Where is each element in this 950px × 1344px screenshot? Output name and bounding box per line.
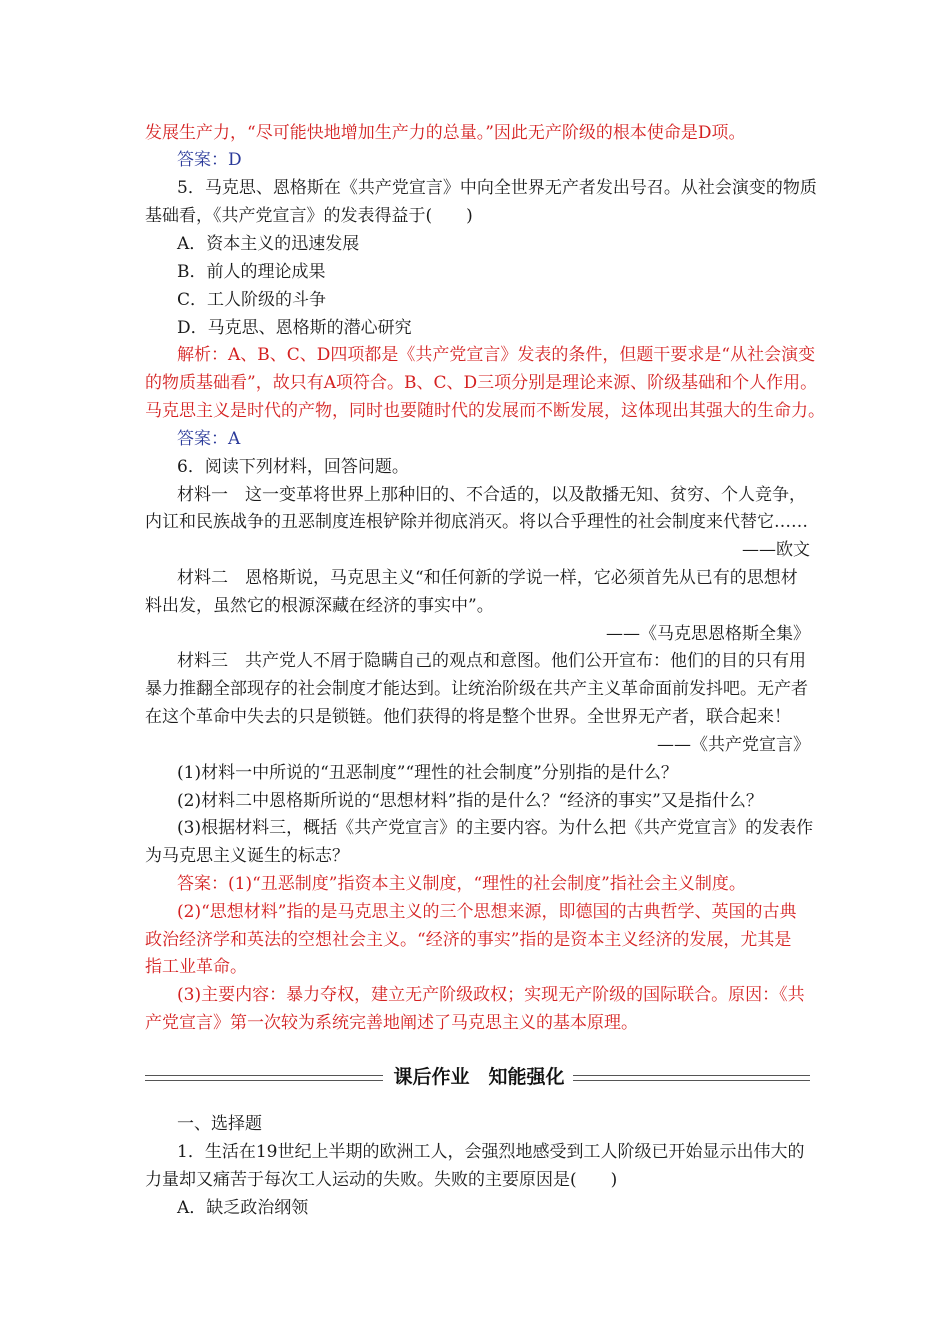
material-1-source: ——欧文 [742, 540, 810, 560]
question-1: 力量却又痛苦于每次工人运动的失败。失败的主要原因是( ) [145, 1170, 618, 1190]
material-3-source: ——《共产党宣言》 [657, 735, 810, 755]
material-3: 在这个革命中失去的只是锁链。他们获得的将是整个世界。全世界无产者，联合起来！ [145, 707, 791, 727]
option-d: D．马克思、恩格斯的潜心研究 [177, 318, 412, 338]
divider-rule-left [145, 1075, 383, 1081]
option-a: A．资本主义的迅速发展 [177, 234, 360, 254]
answer-3: 产党宣言》第一次较为系统完善地阐述了马克思主义的基本原理。 [145, 1013, 638, 1033]
option-c: C．工人阶级的斗争 [177, 290, 327, 310]
sub-question-2: (2)材料二中恩格斯所说的“思想材料”指的是什么？“经济的事实”又是指什么？ [177, 791, 763, 811]
question-1: 1．生活在19世纪上半期的欧洲工人，会强烈地感受到工人阶级已开始显示出伟大的 [177, 1142, 805, 1162]
option-b: B．前人的理论成果 [177, 262, 326, 282]
section-heading: 一、选择题 [177, 1114, 262, 1134]
material-2: 料出发，虽然它的根源深藏在经济的事实中”。 [145, 596, 494, 616]
sub-question-3: 为马克思主义诞生的标志？ [145, 846, 349, 866]
material-3: 材料三 共产党人不屑于隐瞒自己的观点和意图。他们公开宣布：他们的目的只有用 [177, 651, 806, 671]
answer-line: 答案：D [177, 150, 242, 170]
sub-question-3: (3)根据材料三，概括《共产党宣言》的主要内容。为什么把《共产党宣言》的发表作 [177, 818, 814, 838]
question-6: 6．阅读下列材料，回答问题。 [177, 457, 409, 477]
analysis-line: 马克思主义是时代的产物，同时也要随时代的发展而不断发展，这体现出其强大的生命力。 [145, 401, 825, 421]
material-2-source: ——《马克思恩格斯全集》 [606, 624, 810, 644]
material-3: 暴力推翻全部现存的社会制度才能达到。让统治阶级在共产主义革命面前发抖吧。无产者 [145, 679, 808, 699]
text-line: 发展生产力，“尽可能快地增加生产力的总量。”因此无产阶级的根本使命是D项。 [145, 123, 746, 143]
answer-1: 答案：(1)“丑恶制度”指资本主义制度，“理性的社会制度”指社会主义制度。 [177, 874, 746, 894]
answer-2: (2)“思想材料”指的是马克思主义的三个思想来源，即德国的古典哲学、英国的古典 [177, 902, 797, 922]
answer-2: 指工业革命。 [145, 957, 247, 977]
material-2: 材料二 恩格斯说，马克思主义“和任何新的学说一样，它必须首先从已有的思想材 [177, 568, 798, 588]
question-5: 5．马克思、恩格斯在《共产党宣言》中向全世界无产者发出号召。从社会演变的物质 [177, 178, 817, 198]
divider-rule-right [573, 1075, 810, 1081]
section-title: 课后作业 知能强化 [393, 1066, 565, 1088]
analysis-line: 解析：A、B、C、D四项都是《共产党宣言》发表的条件，但题干要求是“从社会演变 [177, 345, 816, 365]
sub-question-1: (1)材料一中所说的“丑恶制度”“理性的社会制度”分别指的是什么？ [177, 763, 678, 783]
text-line: 基础看，《共产党宣言》的发表得益于( ) [145, 206, 473, 226]
material-1: 内讧和民族战争的丑恶制度连根铲除并彻底消灭。将以合乎理性的社会制度来代替它…… [145, 512, 808, 532]
analysis-line: 的物质基础看”，故只有A项符合。B、C、D三项分别是理论来源、阶级基础和个人作用。 [145, 373, 818, 393]
option-a: A．缺乏政治纲领 [177, 1198, 309, 1218]
answer-line: 答案：A [177, 429, 241, 449]
section-divider [145, 1062, 810, 1092]
material-1: 材料一 这一变革将世界上那种旧的、不合适的，以及散播无知、贫穷、个人竞争， [177, 485, 806, 505]
answer-3: (3)主要内容：暴力夺权，建立无产阶级政权；实现无产阶级的国际联合。原因：《共 [177, 985, 805, 1005]
answer-2: 政治经济学和英法的空想社会主义。“经济的事实”指的是资本主义经济的发展，尤其是 [145, 930, 792, 950]
